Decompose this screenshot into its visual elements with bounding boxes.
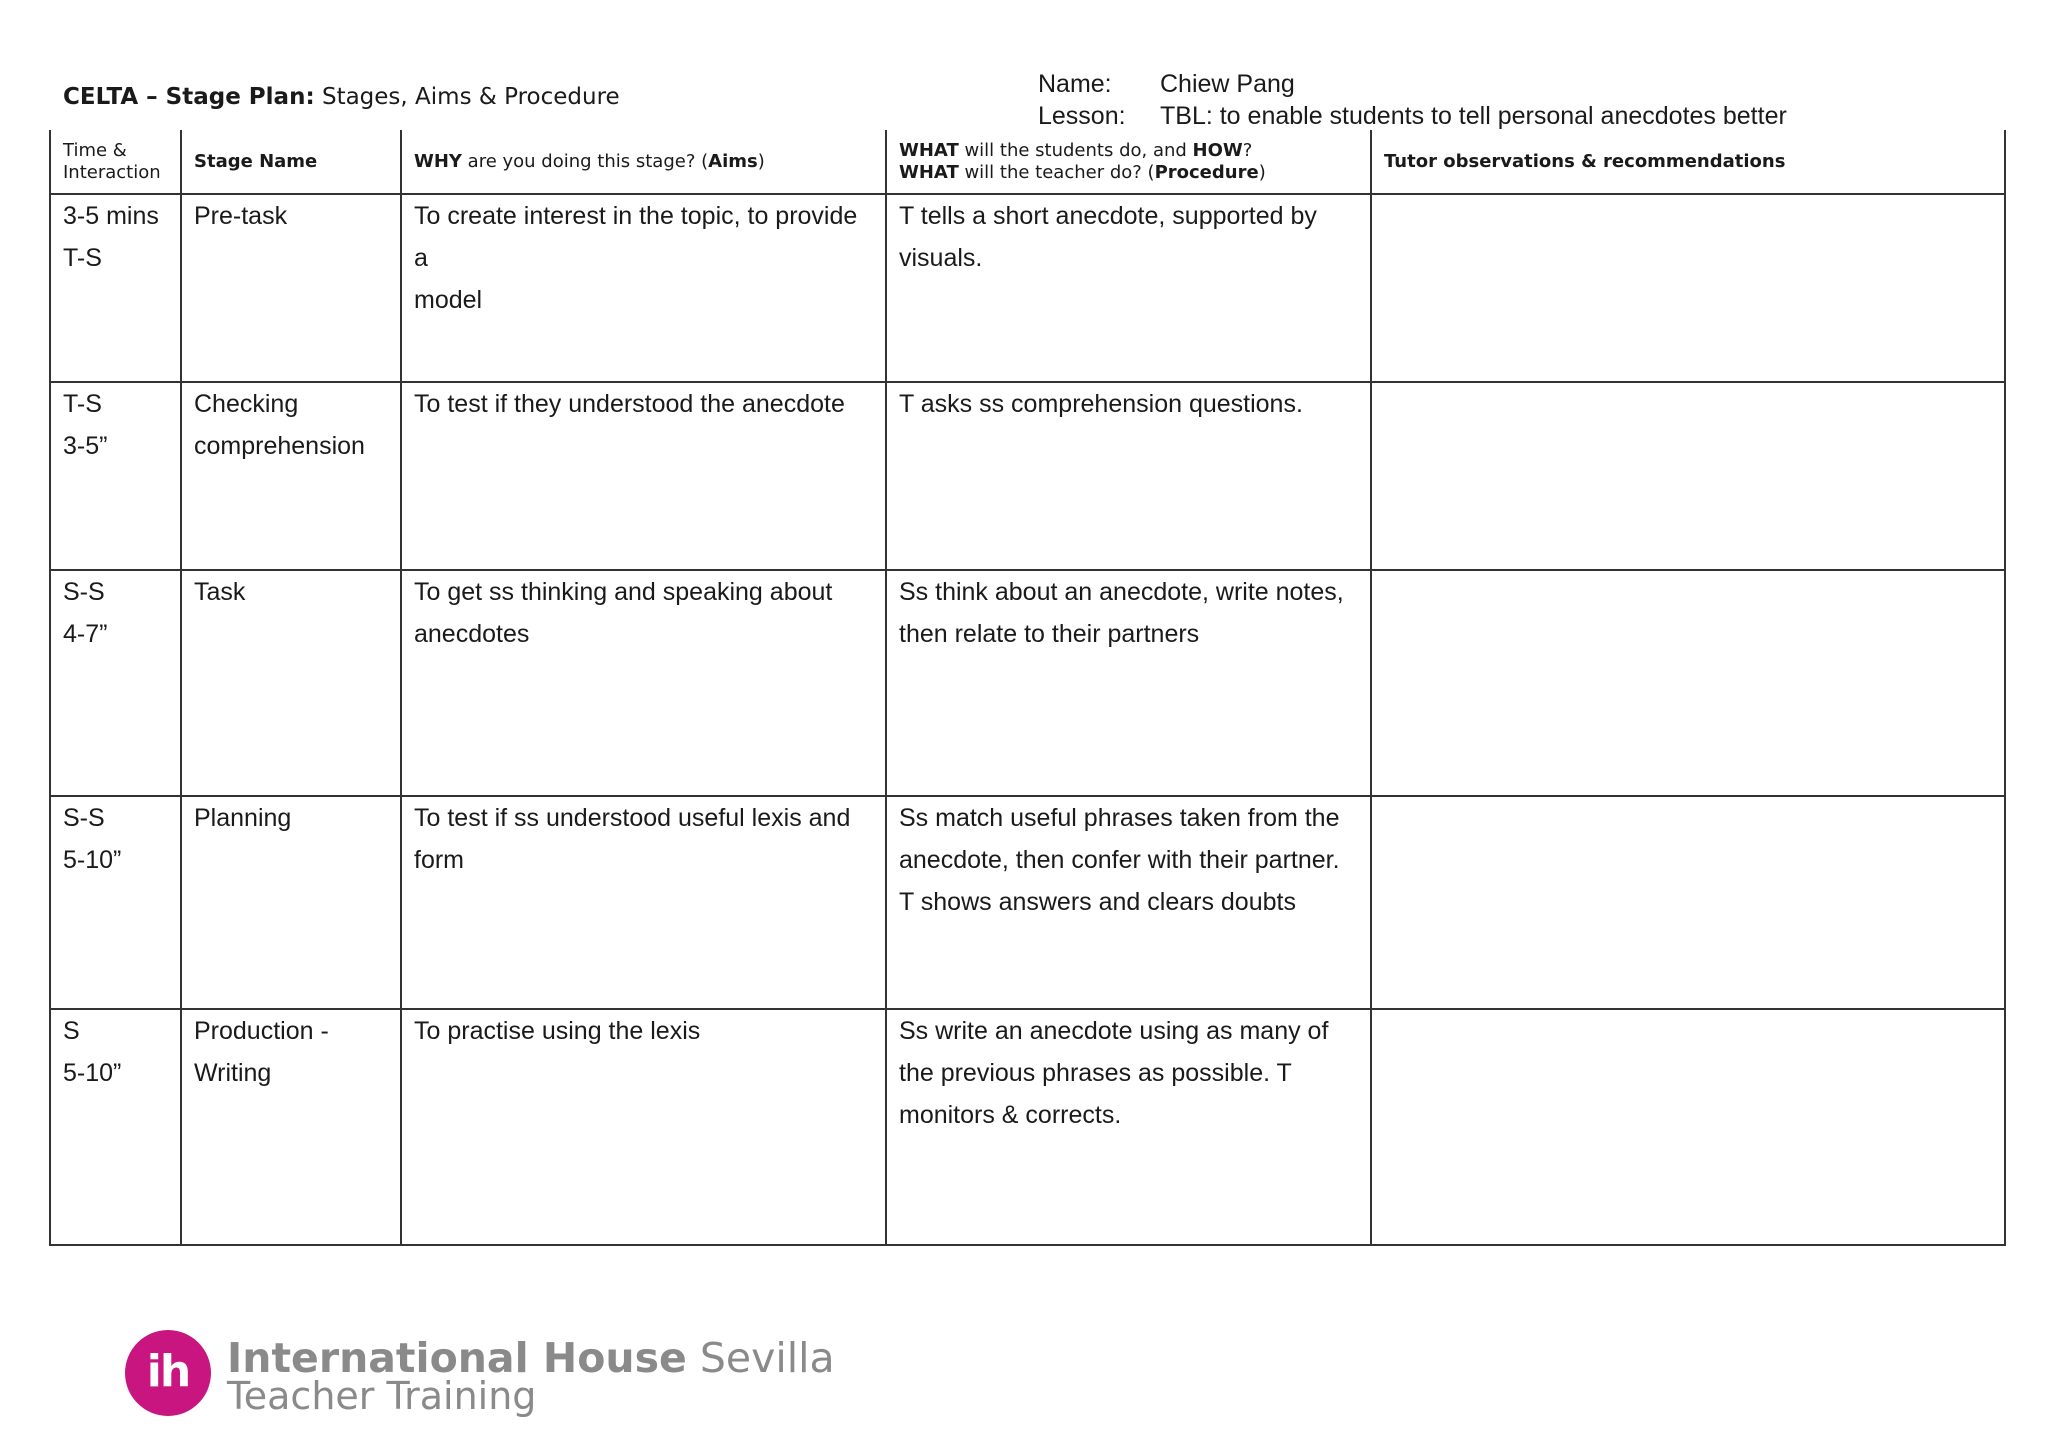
cell-tutor — [1371, 382, 2005, 570]
cell-text-line: monitors & corrects. — [899, 1101, 1122, 1129]
table-row — [50, 382, 2005, 570]
logo-name: International House Sevilla — [227, 1334, 835, 1382]
cell-aims — [401, 194, 886, 382]
cell-text-line: T asks ss comprehension questions. — [899, 390, 1303, 418]
cell-text-line: Ss match useful phrases taken from the — [899, 804, 1340, 832]
cell-text-line: Writing — [194, 1059, 272, 1087]
cell-text-line: comprehension — [194, 432, 365, 460]
cell-text-line: 3-5” — [63, 432, 108, 460]
page-title: CELTA – Stage Plan: Stages, Aims & Procedure — [63, 84, 620, 110]
table-header-row — [50, 130, 2005, 194]
cell-text-line: anecdote, then confer with their partner. — [899, 846, 1340, 874]
cell-tutor — [1371, 1009, 2005, 1245]
cell-text-line: Production - — [194, 1017, 329, 1045]
cell-text-line: Ss write an anecdote using as many of — [899, 1017, 1329, 1045]
cell-text-line: T-S — [63, 390, 102, 418]
cell-text-line: form — [414, 846, 464, 874]
ih-logo — [125, 1330, 835, 1430]
stage-plan-table — [49, 130, 2006, 1246]
cell-tutor — [1371, 796, 2005, 1009]
cell-aims — [401, 570, 886, 796]
cell-aims — [401, 382, 886, 570]
cell-text-line: anecdotes — [414, 620, 530, 648]
cell-text-line: Checking — [194, 390, 299, 418]
name-value: Chiew Pang — [1160, 70, 1295, 98]
cell-time — [50, 570, 181, 796]
column-header-time: Time & Interaction — [50, 130, 181, 194]
cell-text-line: To create interest in the topic, to provide a — [414, 202, 858, 272]
table-row — [50, 1009, 2005, 1245]
column-header-tutor: Tutor observations & recommendations — [1371, 130, 2005, 194]
cell-procedure — [886, 570, 1371, 796]
column-header-procedure: WHAT will the students do, and HOW? WHAT will the teacher do? (Procedure) — [886, 130, 1371, 194]
cell-text-line: Task — [194, 578, 246, 606]
cell-text-line: Ss think about an anecdote, write notes, — [899, 578, 1344, 606]
ih-logo-mark: ih — [125, 1330, 211, 1416]
cell-stage — [181, 570, 401, 796]
cell-procedure — [886, 796, 1371, 1009]
cell-stage — [181, 1009, 401, 1245]
cell-text-line: model — [414, 286, 483, 314]
cell-procedure — [886, 382, 1371, 570]
cell-stage — [181, 194, 401, 382]
lesson-label: Lesson: — [1038, 102, 1126, 130]
column-header-aims: WHY are you doing this stage? (Aims) — [401, 130, 886, 194]
cell-stage — [181, 796, 401, 1009]
cell-text-line: T tells a short anecdote, supported by — [899, 202, 1317, 230]
cell-tutor — [1371, 570, 2005, 796]
cell-text-line: Planning — [194, 804, 292, 832]
cell-text-line: To test if ss understood useful lexis and — [414, 804, 851, 832]
cell-aims — [401, 796, 886, 1009]
cell-text-line: 5-10” — [63, 1059, 122, 1087]
cell-time — [50, 382, 181, 570]
cell-stage — [181, 382, 401, 570]
table-row — [50, 194, 2005, 382]
cell-time — [50, 796, 181, 1009]
cell-text-line: 3-5 mins — [63, 202, 159, 230]
cell-text-line: To test if they understood the anecdote — [414, 390, 845, 418]
cell-text-line: S-S — [63, 804, 105, 832]
cell-text-line: T-S — [63, 244, 102, 272]
cell-tutor — [1371, 194, 2005, 382]
cell-text-line: Pre-task — [194, 202, 288, 230]
cell-text-line: S-S — [63, 578, 105, 606]
cell-text-line: 5-10” — [63, 846, 122, 874]
cell-time — [50, 194, 181, 382]
cell-text-line: To practise using the lexis — [414, 1017, 701, 1045]
table-row — [50, 570, 2005, 796]
column-header-stage: Stage Name — [181, 130, 401, 194]
cell-procedure — [886, 194, 1371, 382]
cell-text-line: the previous phrases as possible. T — [899, 1059, 1292, 1087]
cell-text-line: S — [63, 1017, 80, 1045]
logo-subtitle: Teacher Training — [227, 1374, 537, 1418]
cell-text-line: T shows answers and clears doubts — [899, 888, 1296, 916]
cell-text-line: To get ss thinking and speaking about — [414, 578, 833, 606]
name-label: Name: — [1038, 70, 1112, 98]
table-row — [50, 796, 2005, 1009]
cell-text-line: then relate to their partners — [899, 620, 1200, 648]
lesson-value: TBL: to enable students to tell personal anecdotes better — [1160, 102, 1787, 130]
cell-time — [50, 1009, 181, 1245]
cell-text-line: visuals. — [899, 244, 983, 272]
cell-text-line: 4-7” — [63, 620, 108, 648]
cell-aims — [401, 1009, 886, 1245]
cell-procedure — [886, 1009, 1371, 1245]
